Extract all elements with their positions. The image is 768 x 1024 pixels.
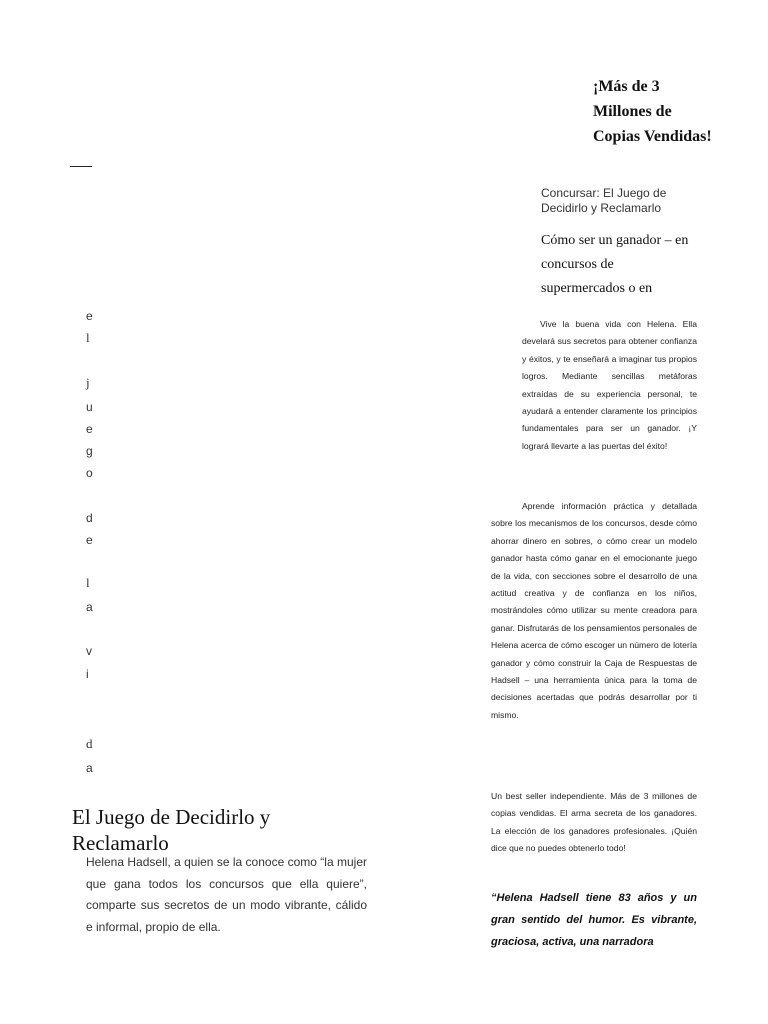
vertical-letter: d [86, 736, 93, 751]
promo-paragraph-text: Aprende información práctica y detallada sobre los mecanismos de los concursos, desde cómo ahorrar dinero en sobres, o cómo crear un modelo ganador hasta cómo ganar en el emocionante juego de la vida, con secciones sobre el desarrollo de una actitud creativa y de confianza en los niños, mostrándoles cómo utilizar su mente creadora para ganar. Disfrutarás de los pensamientos personales de Helena acerca de cómo escoger un número de lotería ganador y cómo construir la Caja de Respuestas de Hadsell – una herramienta única para la toma de decisiones acertadas que podrás desarrollar por ti mismo. [491, 501, 697, 720]
vertical-letter: v [86, 644, 92, 658]
promo-paragraph [522, 316, 697, 455]
vertical-letter: g [86, 444, 93, 458]
promo-paragraph-text: Vive la buena vida con Helena. Ella develará sus secretos para obtener confianza y éxitos, y te enseñará a imaginar tus propios logros. Mediante sencillas metáforas extraídas de su experiencia personal, te ayudará a entender claramente los principios fundamentales para ser un ganador. ¡Y logrará llevarte a las puertas del éxito! [522, 319, 697, 451]
vertical-letter: d [86, 511, 93, 525]
vertical-letter: a [86, 761, 93, 775]
vertical-letter: e [86, 422, 93, 436]
vertical-letter: a [86, 600, 93, 614]
vertical-letter: e [86, 533, 93, 547]
vertical-letter: u [86, 400, 93, 414]
vertical-letter: e [86, 309, 93, 323]
vertical-letter: i [86, 667, 89, 681]
vertical-letter: l [86, 575, 90, 590]
decorative-rule [70, 166, 92, 167]
promo-paragraph: Un best seller independiente. Más de 3 millones de copias vendidas. El arma secreta de los ganadores. La elección de los ganadores profesionales. ¡Quién dice que no puedes obtenerlo todo! [491, 791, 697, 854]
review-quote: “Helena Hadsell tiene 83 años y un gran sentido del humor. Es vibrante, graciosa, activa, una narradora [491, 892, 697, 948]
promo-paragraph [491, 498, 697, 724]
vertical-letter: l [86, 330, 90, 345]
vertical-letter: o [86, 466, 93, 480]
book-intro: Helena Hadsell, a quien se la conoce como “la mujer que gana todos los concursos que ella quiere”, comparte sus secretos de un modo vibrante, cálido e informal, propio de ella. [86, 855, 367, 934]
promo-subtitle: Concursar: El Juego de Decidirlo y Reclamarlo [541, 186, 667, 215]
book-title: El Juego de Decidirlo y Reclamarlo [72, 805, 271, 855]
promo-lead: Cómo ser un ganador – en concursos de supermercados o en [541, 233, 689, 296]
promo-headline: ¡Más de 3 Millones de Copias Vendidas! [593, 78, 712, 145]
vertical-letter: j [86, 375, 90, 390]
